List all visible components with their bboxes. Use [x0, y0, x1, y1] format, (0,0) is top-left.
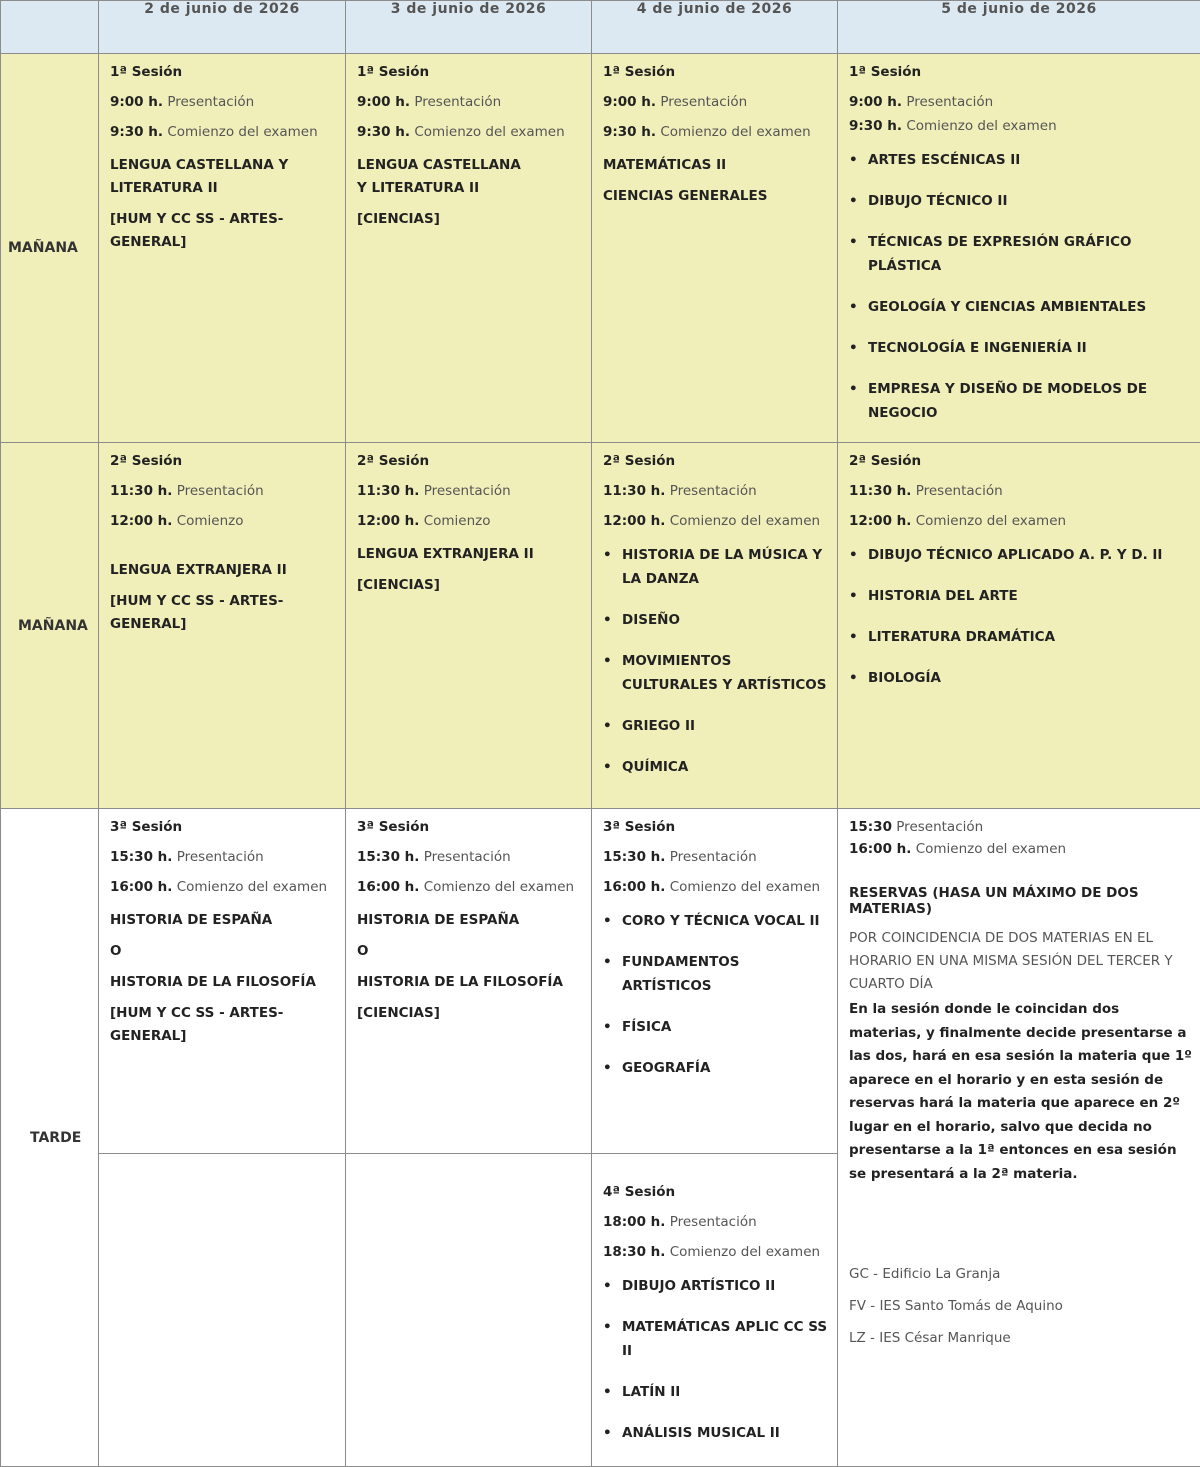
time-label: Comienzo del examen — [670, 1244, 820, 1260]
subject-item: • LATÍN II — [603, 1380, 829, 1404]
group-label: [HUM Y CC SS - ARTES- GENERAL] — [110, 590, 337, 636]
subject: HISTORIA DE LA FILOSOFÍA — [357, 971, 583, 994]
row-label-text: MAÑANA — [1, 618, 98, 634]
time-start — [603, 513, 829, 529]
time: 12:00 h. — [849, 513, 911, 529]
subject-item: • HISTORIA DEL ARTE — [849, 584, 1192, 608]
time-label: Presentación — [424, 483, 511, 499]
subject-item: • GRIEGO II — [603, 714, 829, 738]
subject-item: • MATEMÁTICAS APLIC CC SS II — [603, 1315, 829, 1363]
reservas-explanation: En la sesión donde le coincidan dos materias, y finalmente decide presentarse a las dos, hará en esa sesión la materia que 1º aparece en el horario y en esta sesión de reservas hará la materia que aparece en 2º lugar en el horario, salvo que decida no presentarse a la 1ª entonces en esa sesión se presentará a la 2ª materia. — [849, 998, 1192, 1186]
reservas-heading: RESERVAS (HASA UN MÁXIMO DE DOS MATERIAS) — [849, 885, 1192, 917]
time: 12:00 h. — [357, 513, 419, 529]
time-label: Comienzo — [177, 513, 244, 529]
subject-list — [603, 909, 829, 1080]
cell-s2-d2 — [346, 443, 592, 809]
time: 16:00 h. — [357, 879, 419, 895]
time-label: Presentación — [906, 94, 993, 110]
time: 18:30 h. — [603, 1244, 665, 1260]
cell-s4-d1-empty — [99, 1154, 346, 1467]
subject-item: • FUNDAMENTOS ARTÍSTICOS — [603, 950, 829, 998]
time: 16:00 h. — [849, 841, 911, 857]
cell-s3-d2 — [346, 809, 592, 1154]
time: 12:00 h. — [110, 513, 172, 529]
time-presentation — [357, 483, 583, 499]
time-label: Presentación — [916, 483, 1003, 499]
venue-lz: LZ - IES César Manrique — [849, 1330, 1192, 1346]
time-start — [603, 1244, 829, 1260]
session-title: 3ª Sesión — [603, 819, 829, 835]
subject-item: • HISTORIA DE LA MÚSICA Y LA DANZA — [603, 543, 829, 591]
group-label: [HUM Y CC SS - ARTES- GENERAL] — [110, 1002, 337, 1048]
session-title: 4ª Sesión — [603, 1184, 829, 1200]
time-start — [357, 124, 583, 140]
session-2-row — [1, 443, 1200, 809]
header-row — [1, 1, 1200, 54]
time-label: Comienzo del examen — [660, 124, 810, 140]
time-start — [110, 879, 337, 895]
subject-item: • DIBUJO TÉCNICO APLICADO A. P. Y D. II — [849, 543, 1192, 567]
session-title: 2ª Sesión — [110, 453, 337, 469]
time: 9:30 h. — [849, 118, 902, 134]
subject-item: • LITERATURA DRAMÁTICA — [849, 625, 1192, 649]
subject-item: • DISEÑO — [603, 608, 829, 632]
cell-s1-d1 — [99, 54, 346, 443]
time-label: Presentación — [670, 849, 757, 865]
row-label-afternoon — [1, 809, 99, 1467]
time: 11:30 h. — [849, 483, 911, 499]
session-title: 2ª Sesión — [357, 453, 583, 469]
time: 16:00 h. — [110, 879, 172, 895]
time-label: Presentación — [414, 94, 501, 110]
time-label: Presentación — [896, 819, 983, 835]
time-label: Comienzo del examen — [916, 513, 1066, 529]
subject-item: • CORO Y TÉCNICA VOCAL II — [603, 909, 829, 933]
time-start — [849, 118, 1192, 134]
time: 9:00 h. — [849, 94, 902, 110]
time-start — [603, 879, 829, 895]
cell-s2-d4 — [838, 443, 1200, 809]
subject: LENGUA EXTRANJERA II — [110, 559, 337, 582]
time-label: Presentación — [167, 94, 254, 110]
group-label: [HUM Y CC SS - ARTES- GENERAL] — [110, 208, 337, 254]
time: 11:30 h. — [110, 483, 172, 499]
day-header-4: 5 de junio de 2026 — [838, 1, 1200, 54]
session-3-row — [1, 809, 1200, 1154]
time: 15:30 h. — [357, 849, 419, 865]
subject: LENGUA CASTELLANA Y LITERATURA II — [357, 154, 522, 200]
header-corner — [1, 1, 99, 54]
time-label: Comienzo del examen — [670, 879, 820, 895]
subject: CIENCIAS GENERALES — [603, 185, 829, 208]
subject-list — [849, 148, 1192, 425]
subject-item: • TÉCNICAS DE EXPRESIÓN GRÁFICO PLÁSTICA — [849, 230, 1192, 278]
time: 18:00 h. — [603, 1214, 665, 1230]
subject: HISTORIA DE ESPAÑA — [110, 909, 337, 932]
time: 15:30 h. — [603, 849, 665, 865]
time-label: Presentación — [660, 94, 747, 110]
subject-list — [849, 543, 1192, 690]
subject-item: • BIOLOGÍA — [849, 666, 1192, 690]
subject-item: • FÍSICA — [603, 1015, 829, 1039]
time-start — [357, 879, 583, 895]
subject: HISTORIA DE LA FILOSOFÍA — [110, 971, 337, 994]
subject-item: • DIBUJO TÉCNICO II — [849, 189, 1192, 213]
time-presentation — [603, 94, 829, 110]
time-presentation — [603, 483, 829, 499]
subject-item: • EMPRESA Y DISEÑO DE MODELOS DE NEGOCIO — [849, 377, 1192, 425]
subject: LENGUA CASTELLANA Y LITERATURA II — [110, 154, 337, 200]
row-label-morning-1 — [1, 54, 99, 443]
cell-s2-d3 — [592, 443, 838, 809]
cell-reservas — [838, 809, 1200, 1467]
time: 9:00 h. — [357, 94, 410, 110]
subject-item: • ARTES ESCÉNICAS II — [849, 148, 1192, 172]
subject-list — [603, 1274, 829, 1445]
time-presentation — [603, 849, 829, 865]
cell-s3-d1 — [99, 809, 346, 1154]
time: 9:30 h. — [110, 124, 163, 140]
time-presentation — [849, 94, 1192, 110]
time-presentation — [110, 483, 337, 499]
group-label: [CIENCIAS] — [357, 574, 583, 597]
subject-item: • QUÍMICA — [603, 755, 829, 779]
cell-s2-d1 — [99, 443, 346, 809]
time-presentation — [357, 849, 583, 865]
row-label-text: MAÑANA — [1, 240, 98, 256]
cell-s1-d2 — [346, 54, 592, 443]
time: 9:30 h. — [357, 124, 410, 140]
time-label: Presentación — [177, 483, 264, 499]
time-start — [110, 124, 337, 140]
time: 15:30 h. — [110, 849, 172, 865]
time: 9:00 h. — [603, 94, 656, 110]
venue-fv: FV - IES Santo Tomás de Aquino — [849, 1298, 1192, 1314]
time-label: Presentación — [670, 1214, 757, 1230]
time-presentation — [110, 94, 337, 110]
row-label-text: TARDE — [1, 1130, 98, 1146]
time-start — [110, 513, 337, 529]
time-presentation — [849, 483, 1192, 499]
time: 16:00 h. — [603, 879, 665, 895]
subject-item: • GEOLOGÍA Y CIENCIAS AMBIENTALES — [849, 295, 1192, 319]
time-presentation — [603, 1214, 829, 1230]
time-label: Comienzo del examen — [414, 124, 564, 140]
subject-item: • ANÁLISIS MUSICAL II — [603, 1421, 829, 1445]
subject-item: • MOVIMIENTOS CULTURALES Y ARTÍSTICOS — [603, 649, 829, 697]
day-header-3: 4 de junio de 2026 — [592, 1, 838, 54]
subject-item: • GEOGRAFÍA — [603, 1056, 829, 1080]
session-title: 1ª Sesión — [110, 64, 337, 80]
time: 15:30 — [849, 819, 892, 835]
time-label: Comienzo del examen — [916, 841, 1066, 857]
time-label: Presentación — [670, 483, 757, 499]
session-title: 3ª Sesión — [110, 819, 337, 835]
time: 11:30 h. — [603, 483, 665, 499]
session-title: 2ª Sesión — [603, 453, 829, 469]
session-title: 1ª Sesión — [357, 64, 583, 80]
time-label: Presentación — [177, 849, 264, 865]
time-label: Comienzo del examen — [670, 513, 820, 529]
reservas-start — [849, 841, 1192, 857]
time-label: Comienzo del examen — [424, 879, 574, 895]
time-start — [603, 124, 829, 140]
subject-item: • TECNOLOGÍA E INGENIERÍA II — [849, 336, 1192, 360]
time-start — [849, 513, 1192, 529]
subject: LENGUA EXTRANJERA II — [357, 543, 583, 566]
cell-s1-d3 — [592, 54, 838, 443]
subject-item: • DIBUJO ARTÍSTICO II — [603, 1274, 829, 1298]
time-label: Comienzo del examen — [906, 118, 1056, 134]
venue-gc: GC - Edificio La Granja — [849, 1266, 1192, 1282]
time: 9:30 h. — [603, 124, 656, 140]
day-header-1: 2 de junio de 2026 — [99, 1, 346, 54]
reservas-reason: POR COINCIDENCIA DE DOS MATERIAS EN EL HORARIO EN UNA MISMA SESIÓN DEL TERCER Y CUARTO DÍA — [849, 927, 1192, 996]
time: 11:30 h. — [357, 483, 419, 499]
cell-s1-d4 — [838, 54, 1200, 443]
day-header-2: 3 de junio de 2026 — [346, 1, 592, 54]
cell-s4-d3 — [592, 1154, 838, 1467]
session-title: 1ª Sesión — [849, 64, 1192, 80]
reservas-presentation — [849, 819, 1192, 835]
time: 9:00 h. — [110, 94, 163, 110]
subject: MATEMÁTICAS II — [603, 154, 829, 177]
or-label: O — [110, 940, 337, 963]
time-label: Comienzo del examen — [177, 879, 327, 895]
session-title: 2ª Sesión — [849, 453, 1192, 469]
time-presentation — [110, 849, 337, 865]
row-label-morning-2 — [1, 443, 99, 809]
subject-list — [603, 543, 829, 779]
time-label: Comienzo del examen — [167, 124, 317, 140]
session-title: 1ª Sesión — [603, 64, 829, 80]
time-label: Comienzo — [424, 513, 491, 529]
cell-s4-d2-empty — [346, 1154, 592, 1467]
time-label: Presentación — [424, 849, 511, 865]
group-label: [CIENCIAS] — [357, 208, 583, 231]
session-1-row — [1, 54, 1200, 443]
or-label: O — [357, 940, 583, 963]
cell-s3-d3 — [592, 809, 838, 1154]
time-presentation — [357, 94, 583, 110]
time-start — [357, 513, 583, 529]
subject: HISTORIA DE ESPAÑA — [357, 909, 583, 932]
session-title: 3ª Sesión — [357, 819, 583, 835]
time: 12:00 h. — [603, 513, 665, 529]
group-label: [CIENCIAS] — [357, 1002, 583, 1025]
